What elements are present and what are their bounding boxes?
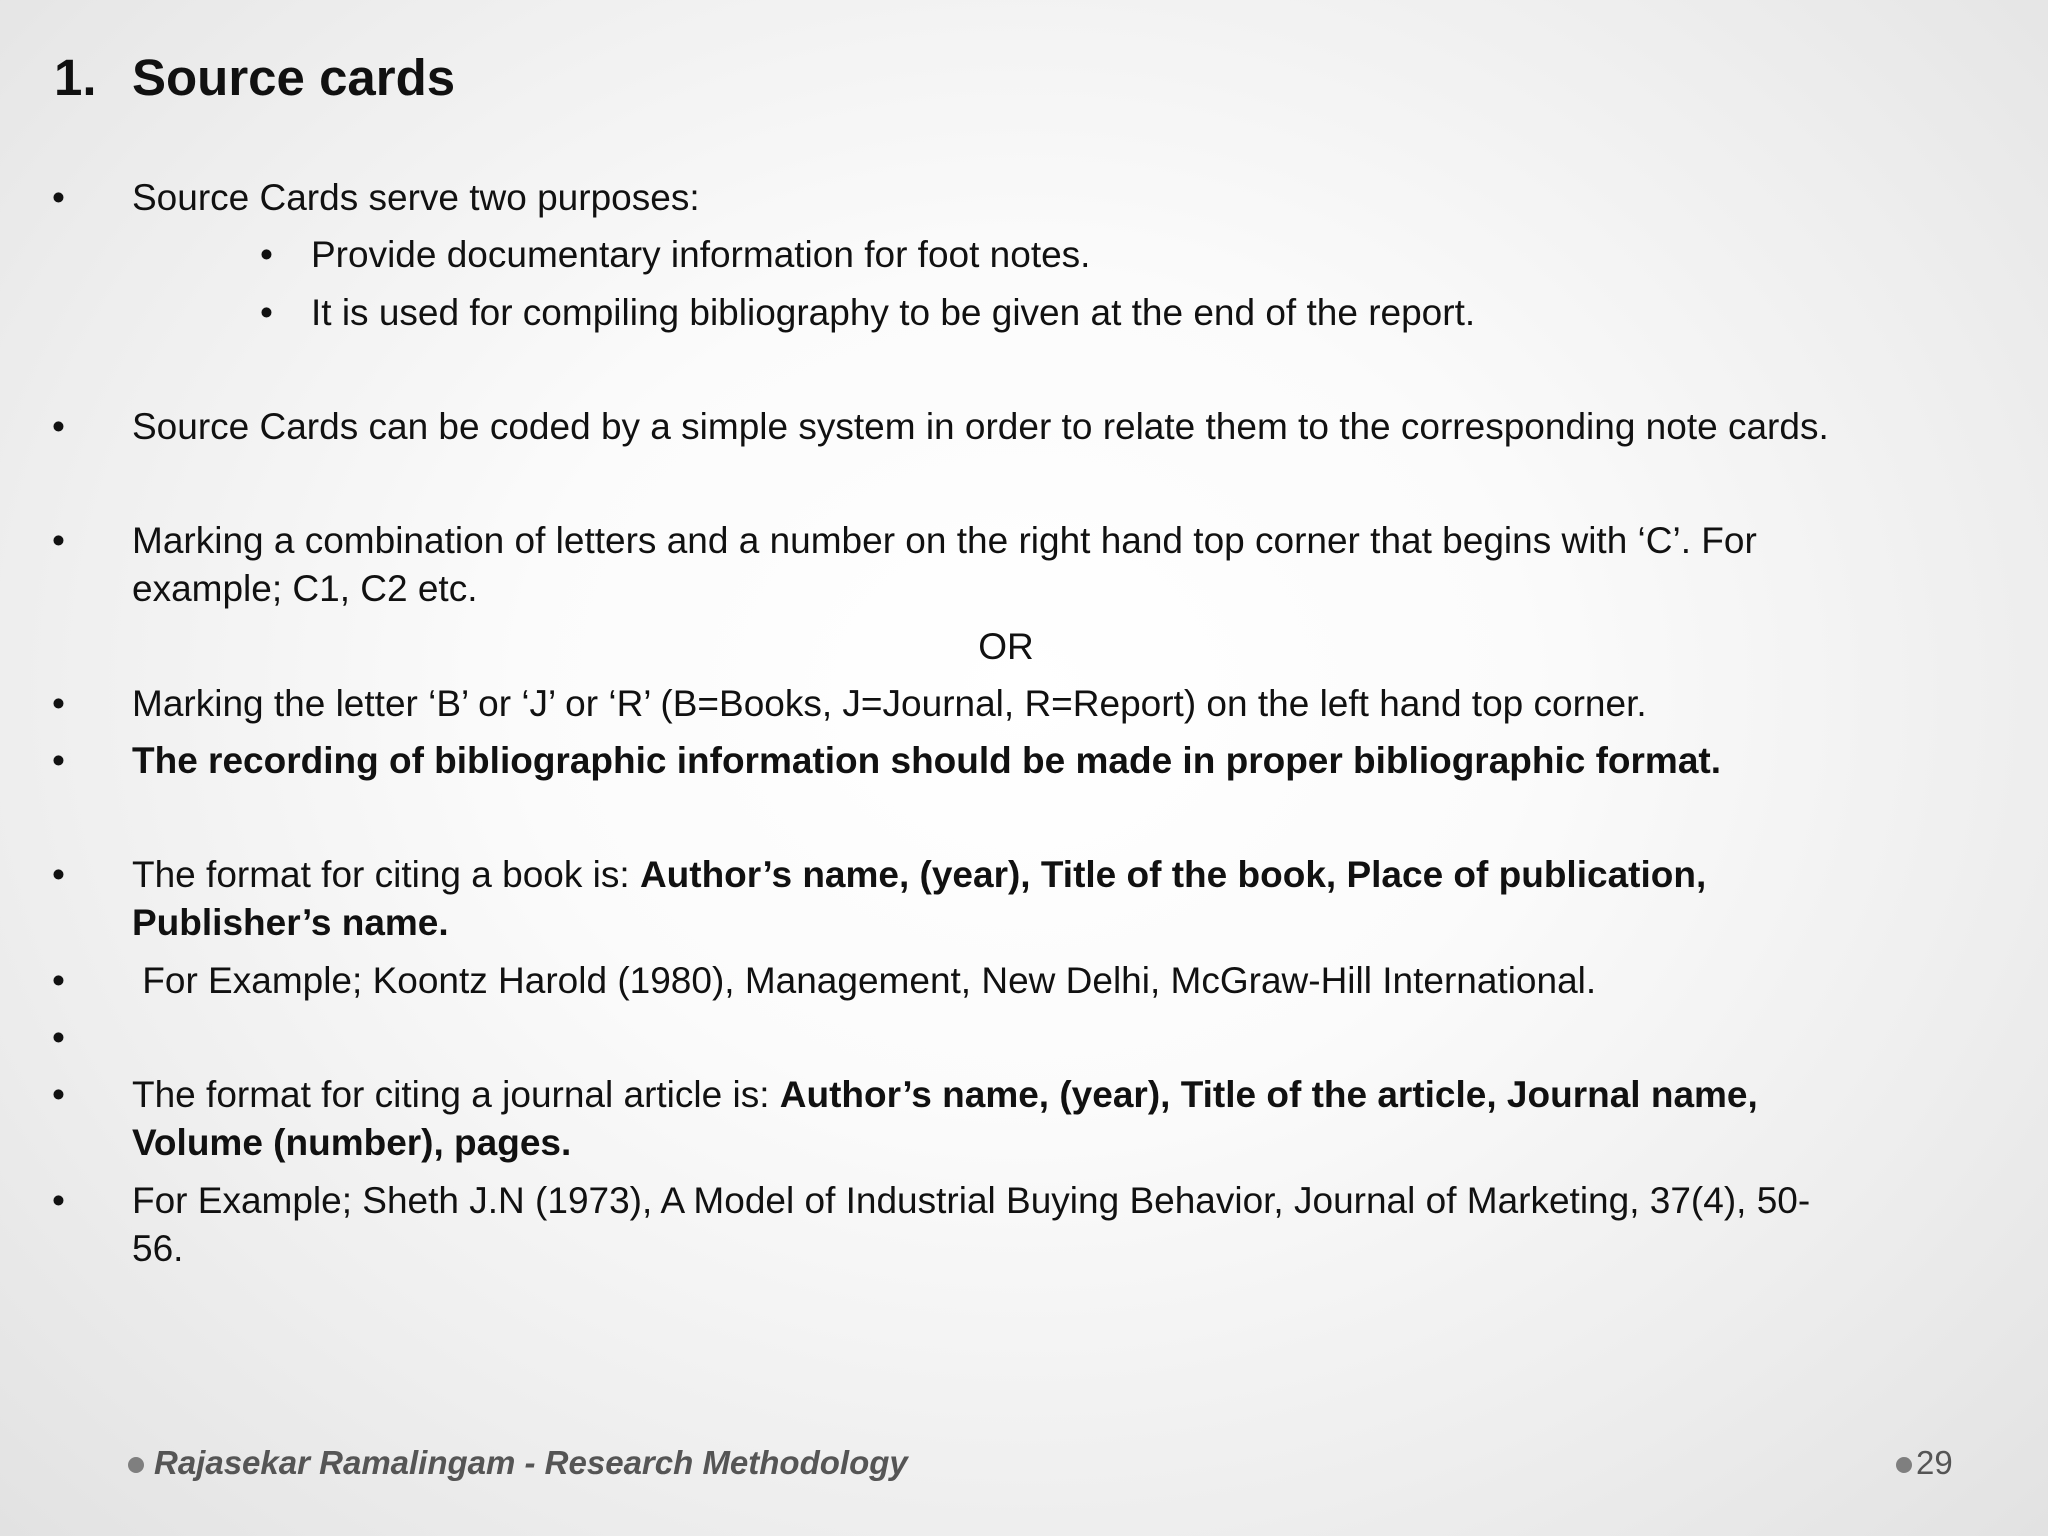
bullet-marker: • xyxy=(260,292,273,333)
bullet-marker: • xyxy=(52,683,65,724)
bullet-text: Marking the letter ‘B’ or ‘J’ or ‘R’ (B=Books, J=Journal, R=Report) on the left hand top corner. xyxy=(132,683,1647,724)
bullet-marker: • xyxy=(52,406,65,447)
bullet-marker: • xyxy=(52,1180,65,1221)
page-dot-icon xyxy=(1896,1457,1912,1473)
footer-page xyxy=(1896,1444,1953,1482)
bullet-text: The format for citing a book is: Author’s name, (year), Title of the book, Place of publication, Publisher’s name. xyxy=(132,854,1707,943)
bullet-text: The format for citing a journal article is: Author’s name, (year), Title of the article, Journal name, Volume (number), pages. xyxy=(132,1074,1758,1163)
bullet-text: It is used for compiling bibliography to be given at the end of the report. xyxy=(311,292,1476,333)
bullet-text: The recording of bibliographic information should be made in proper bibliographic format. xyxy=(132,740,1722,781)
bullet-text: For Example; Sheth J.N (1973), A Model of Industrial Buying Behavior, Journal of Marketing, 37(4), 50- 56. xyxy=(132,1180,1811,1269)
bullet-text: Provide documentary information for foot notes. xyxy=(311,234,1091,275)
bullet-text: Source Cards can be coded by a simple system in order to relate them to the corresponding note cards. xyxy=(132,406,1829,447)
bullet-marker: • xyxy=(52,960,65,1001)
bullet-marker: • xyxy=(260,234,273,275)
bullet-marker: • xyxy=(52,177,65,218)
bullet-marker: • xyxy=(52,854,65,895)
bullet-text: Marking a combination of letters and a number on the right hand top corner that begins with ‘C’. For example; C1, C2 etc. xyxy=(132,520,1757,609)
footer-author xyxy=(128,1444,908,1482)
bullet-marker: • xyxy=(52,1017,65,1058)
title-text: Source cards xyxy=(132,49,456,106)
bullet-marker: • xyxy=(52,740,65,781)
bullet-marker: • xyxy=(52,1074,65,1115)
slide-title xyxy=(54,48,455,108)
bullet-text: For Example; Koontz Harold (1980), Management, New Delhi, McGraw-Hill International. xyxy=(132,960,1597,1001)
bullet-marker: • xyxy=(52,520,65,561)
footer-author-text: Rajasekar Ramalingam - Research Methodology xyxy=(154,1444,908,1481)
or-text: OR xyxy=(978,626,1034,667)
footer-dot-icon xyxy=(128,1457,144,1473)
title-number: 1. xyxy=(54,49,97,106)
page-number: 29 xyxy=(1916,1444,1953,1481)
bullet-text: Source Cards serve two purposes: xyxy=(132,177,700,218)
